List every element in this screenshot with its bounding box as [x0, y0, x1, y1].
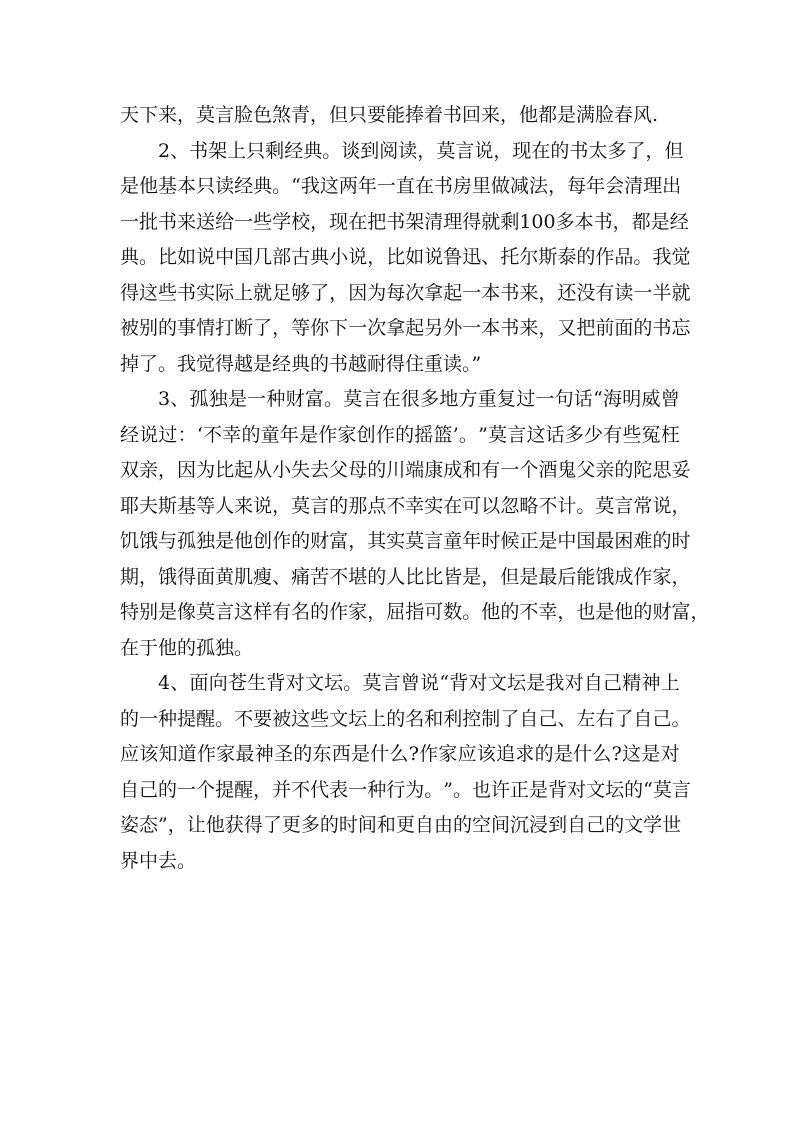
text-line: 双 亲 ， 因 为 比 起 从 小 失 去 父 母 的 川 端 康 成 和 有 一 个 酒 鬼 父 亲 的 陀 思 妥 [120, 459, 691, 481]
text-line: 的 一 种 提 醒 。 不 要 被 这 些 文 坛 上 的 名 和 利 控 制 了 自 己 、 左 右 了 自 己 。 [120, 707, 691, 730]
text-line: 2 、 书 架 上 只 剩 经 典 。 谈 到 阅 读 ， 莫 言 说 ， 现 在 的 书 太 多 了 ， 但 [158, 139, 684, 162]
text-line: 应 该 知 道 作 家 最 神 圣 的 东 西 是 什 么 ? 作 家 应 该 追 求 的 是 什 么 ? 这 是 对 [120, 743, 680, 765]
text-line: 期 ， 饿 得 面 黄 肌 瘦 、 痛 苦 不 堪 的 人 比 比 皆 是 ， 但 是 最 后 能 饿 成 作 家 ， [120, 565, 691, 588]
text-line: 天下来，莫言脸色煞青，但只要能捧着书回来，他都是满脸春风. [120, 104, 659, 126]
body-text [120, 98, 710, 879]
text-line: 被 别 的 事 情 打 断 了 ， 等 你 下 一 次 拿 起 另 外 一 本 书 来 ， 又 把 前 面 的 书 忘 [120, 317, 691, 339]
text-line: 耶 夫 斯 基 等 人 来 说 ， 莫 言 的 那 点 不 幸 实 在 可 以 忽 略 不 计 。 莫 言 常 说 ， [120, 494, 691, 517]
text-line: 得 这 些 书 实 际 上 就 足 够 了 ， 因 为 每 次 拿 起 一 本 书 来 ， 还 没 有 读 一 半 就 [120, 281, 691, 304]
text-line: 典 。 比 如 说 中 国 几 部 古 典 小 说 ， 比 如 说 鲁 迅 、 托 尔 斯 泰 的 作 品 。 我 觉 [120, 246, 691, 268]
text-line: 是 他 基 本 只 读 经 典 。 “ 我 这 两 年 一 直 在 书 房 里 做 减 法 ， 每 年 会 清 理 出 [120, 175, 682, 197]
text-line: 4 、 面 向 苍 生 背 对 文 坛 。 莫 言 曾 说 “ 背 对 文 坛 是 我 对 自 己 精 神 上 [158, 672, 680, 694]
text-line: 经 说 过 ： ‘ 不 幸 的 童 年 是 作 家 创 作 的 摇 篮 ’ 。 ” 莫 言 这 话 多 少 有 些 冤 枉 [120, 423, 680, 446]
text-line: 3 、 孤 独 是 一 种 财 富 。 莫 言 在 很 多 地 方 重 复 过 一 句 话 “ 海 明 威 曾 [158, 388, 680, 410]
text-line: 一 批 书 来 送 给 一 些 学 校 ， 现 在 把 书 架 清 理 得 就 剩 100 多 本 书 ， 都 是 经 [120, 210, 689, 233]
text-line: 自 己 的 一 个 提 醒 ， 并 不 代 表 一 种 行 为 。 ” 。 也 许 正 是 背 对 文 坛 的 “ 莫 言 [120, 778, 691, 801]
text-line: 掉了。我觉得越是经典的书越耐得住重读。” [120, 352, 482, 375]
text-line: 在于他的孤独。 [120, 636, 254, 659]
text-line: 姿 态 ” ， 让 他 获 得 了 更 多 的 时 间 和 更 自 由 的 空 间 沉 浸 到 自 己 的 文 学 世 [120, 814, 682, 836]
text-line: 特 别 是 像 莫 言 这 样 有 名 的 作 家 ， 屈 指 可 数 。 他 的 不 幸 ， 也 是 他 的 财 富 ， [120, 601, 710, 623]
text-line: 饥 饿 与 孤 独 是 他 创 作 的 财 富 ， 其 实 莫 言 童 年 时 候 正 是 中 国 最 困 难 的 时 [120, 530, 691, 552]
text-line: 界中去。 [120, 849, 197, 872]
